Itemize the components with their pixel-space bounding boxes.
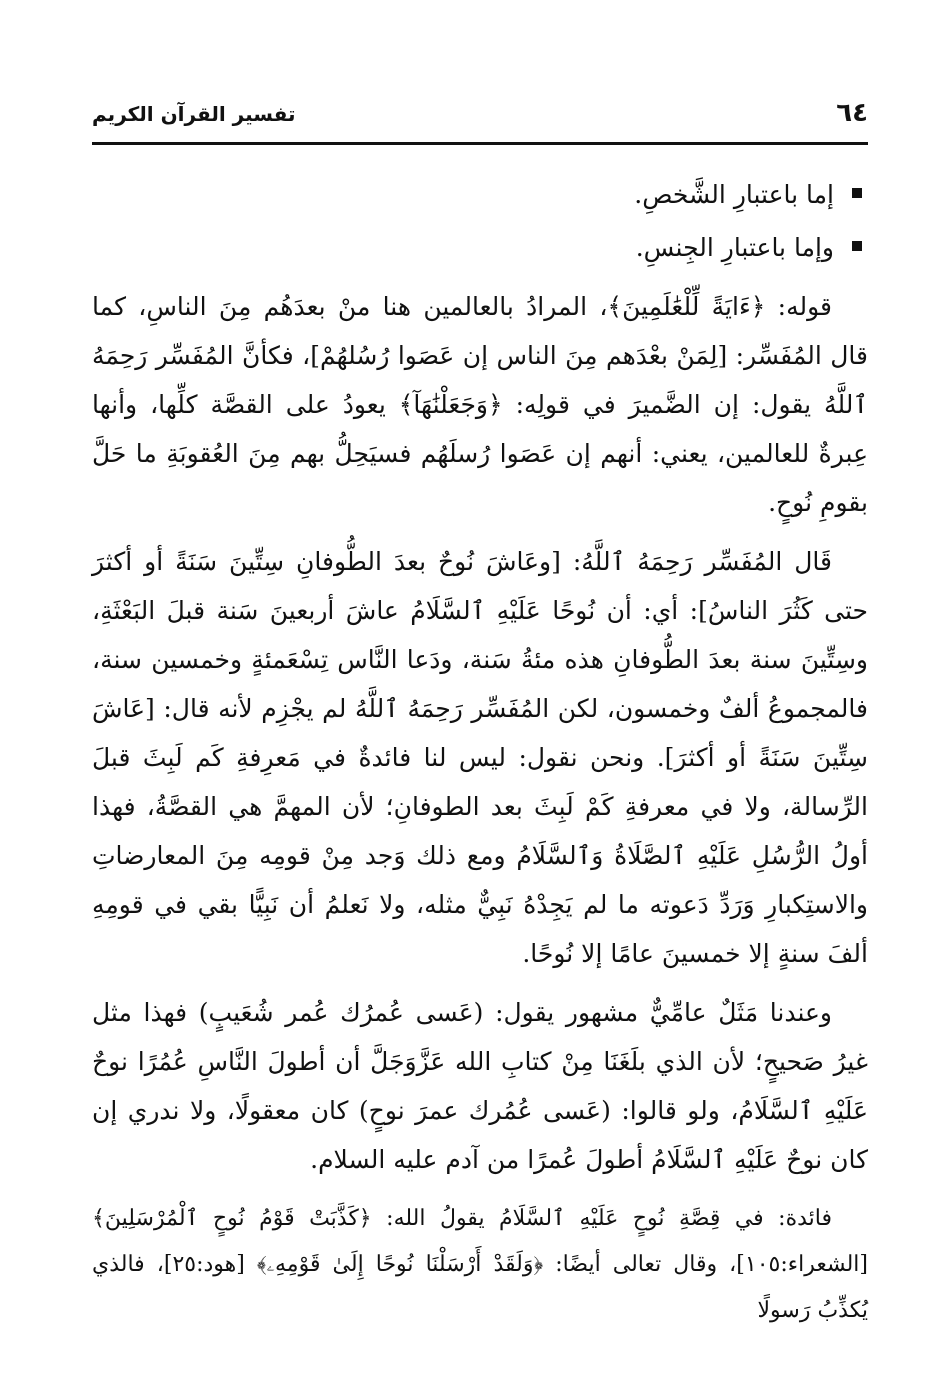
book-title: تفسير القرآن الكريم — [92, 102, 296, 126]
running-header — [92, 98, 868, 138]
bullet-text: وإما باعتبارِ الجِنسِ. — [635, 233, 834, 262]
paragraph-alamin: قوله: ﴿ءَايَةً لِّلْعَٰلَمِينَ﴾، المرادُ بالعالمين هنا منْ بعدَهُم مِنَ الناسِ، كما قال المُفَسِّر: [لِمَنْ بعْدَهم مِنَ الناس إن عَصَوا رُسُلهُمْ]، فكأنَّ المُفَسِّر رَحِمَهُ ٱللَّهُ يقول: إن الضَّميرَ في قولِه: ﴿وَجَعَلْنَٰهَآ﴾ يعودُ على القصَّة كلِّها، وأنها عِبرةٌ للعالمين، يعني: أنهم إن عَصَوا رُسلَهُم فسيَحِلُّ بهم مِنَ العُقوبَةِ ما حَلَّ بقومِ نُوحٍ. — [92, 292, 868, 517]
page-body — [92, 170, 868, 1342]
paragraph-benefit: فائدة: في قِصَّةِ نُوحٍ عَلَيْهِ ٱلسَّلَامُ يقولُ الله: ﴿كَذَّبَتْ قَوْمُ نُوحٍ ٱلْمُرْسَلِينَ﴾ [الشعراء:١٠٥]، وقال تعالى أيضًا: ﴿وَلَقَدْ أَرْسَلْنَا نُوحًا إِلَىٰ قَوْمِهِۦ﴾ [هود:٢٥]، فالذي يُكذِّبُ رَسولًا — [92, 1206, 868, 1323]
bullet-text: إما باعتبارِ الشَّخصِ. — [634, 180, 834, 209]
bullet-item — [92, 223, 868, 272]
page-number: ٦٤ — [836, 98, 868, 128]
square-bullet-icon — [852, 241, 862, 251]
header-rule — [92, 142, 868, 145]
paragraph-proverb: وعندنا مَثَلٌ عامِّيٌّ مشهور يقول: (عَسى عُمرُك عُمر شُعَيبٍ) فهذا مثل غيرُ صَحيحٍ؛ لأن الذي بلَغَنَا مِنْ كتابِ الله عَزَّوَجَلَّ أن أطولَ النَّاسِ عُمُرًا نوحٌ عَلَيْهِ ٱلسَّلَامُ، ولو قالوا: (عَسى عُمُرك عمرَ نوحٍ) كان معقولًا، ولا ندري إن كان نوحٌ عَلَيْهِ ٱلسَّلَامُ أطولَ عُمرًا من آدم عليه السلام. — [92, 998, 868, 1174]
paragraph-noah-lifespan: قَال المُفَسِّر رَحِمَهُ ٱللَّهُ: [وعَاشَ نُوحٌ بعدَ الطُّوفانِ سِتِّينَ سَنَةً أو أكثرَ حتى كَثُرَ الناسُ]: أي: أن نُوحًا عَلَيْهِ ٱلسَّلَامُ عاشَ أربعينَ سَنة قبلَ البَعْثَةِ، وسِتِّينَ سنة بعدَ الطُّوفانِ هذه مئةُ سَنة، ودَعا النَّاس تِسْعَمئةٍ وخمسين سنة، فالمجموعُ ألفٌ وخمسون، لكن المُفَسِّر رَحِمَهُ ٱللَّهُ لم يجْزِم لأنه قال: [عَاشَ سِتِّينَ سَنَةً أو أكثرَ]. ونحن نقول: ليس لنا فائدةٌ في مَعرِفةِ كَم لَبِثَ قبلَ الرِّسالة، ولا في معرفةِ كَمْ لَبِثَ بعد الطوفانِ؛ لأن المهمَّ هي القصَّةُ، فهذا أولُ الرُّسُلِ عَلَيْهِ ٱلصَّلَاةُ وَٱلسَّلَامُ ومع ذلك وَجد مِنْ قومِه مِنَ المعارضاتِ والاستِكبارِ وَرَدِّ دَعوته ما لم يَجِدْهُ نَبِيٌّ مثله، ولا نَعلمُ أن نَبِيًّا بقي في قومِهِ ألفَ سنةٍ إلا خمسينَ عامًا إلا نُوحًا. — [92, 547, 868, 968]
square-bullet-icon — [852, 188, 862, 198]
bullet-item — [92, 170, 868, 219]
